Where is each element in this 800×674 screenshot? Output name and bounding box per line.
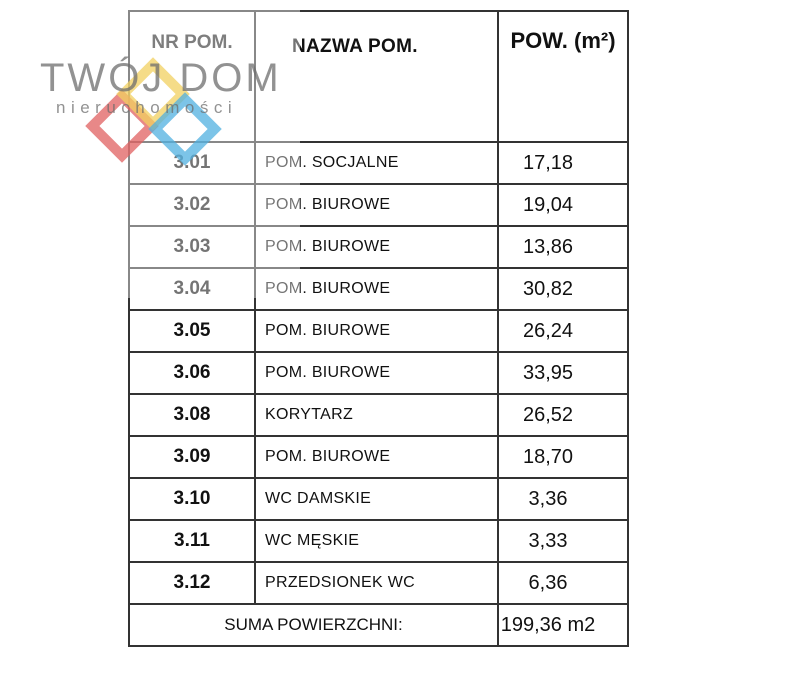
room-name: POM. BIUROWE [255,310,498,352]
room-number: 3.06 [129,352,255,394]
table-header [129,11,628,142]
room-name: POM. SOCJALNE [255,142,498,184]
room-number: 3.04 [129,268,255,310]
room-number: 3.05 [129,310,255,352]
table-row [129,268,628,310]
room-name: KORYTARZ [255,394,498,436]
room-number: 3.01 [129,142,255,184]
room-number: 3.12 [129,562,255,604]
table-row [129,310,628,352]
room-area: 13,86 [498,226,628,268]
area-table [128,10,629,647]
room-name: POM. BIUROWE [255,226,498,268]
room-area: 30,82 [498,268,628,310]
table-row [129,478,628,520]
room-area: 17,18 [498,142,628,184]
room-number: 3.11 [129,520,255,562]
header-nr: NR POM. [129,11,255,142]
table-row [129,352,628,394]
header-area: POW. (m²) [498,11,628,142]
room-area: 3,36 [498,478,628,520]
room-name: WC DAMSKIE [255,478,498,520]
sum-label: SUMA POWIERZCHNI: [129,604,498,646]
sum-value: 199,36 m2 [498,604,628,646]
room-area: 18,70 [498,436,628,478]
room-number: 3.08 [129,394,255,436]
room-area: 6,36 [498,562,628,604]
room-area: 3,33 [498,520,628,562]
room-number: 3.10 [129,478,255,520]
table-row [129,436,628,478]
table-row [129,226,628,268]
table-row [129,520,628,562]
room-name: POM. BIUROWE [255,268,498,310]
table-row [129,184,628,226]
room-name: PRZEDSIONEK WC [255,562,498,604]
room-area: 19,04 [498,184,628,226]
table-row [129,394,628,436]
room-name: POM. BIUROWE [255,184,498,226]
watermark-title: TWÓJ DOM [40,56,282,100]
table-row [129,142,628,184]
room-number: 3.02 [129,184,255,226]
watermark-subtitle: nieruchomości [56,98,238,117]
room-number: 3.09 [129,436,255,478]
sum-row [129,604,628,646]
room-area: 26,24 [498,310,628,352]
room-name: POM. BIUROWE [255,352,498,394]
room-area: 26,52 [498,394,628,436]
room-number: 3.03 [129,226,255,268]
room-name: WC MĘSKIE [255,520,498,562]
room-name: POM. BIUROWE [255,436,498,478]
room-area: 33,95 [498,352,628,394]
table-row [129,562,628,604]
header-name: NAZWA POM. [255,11,498,142]
